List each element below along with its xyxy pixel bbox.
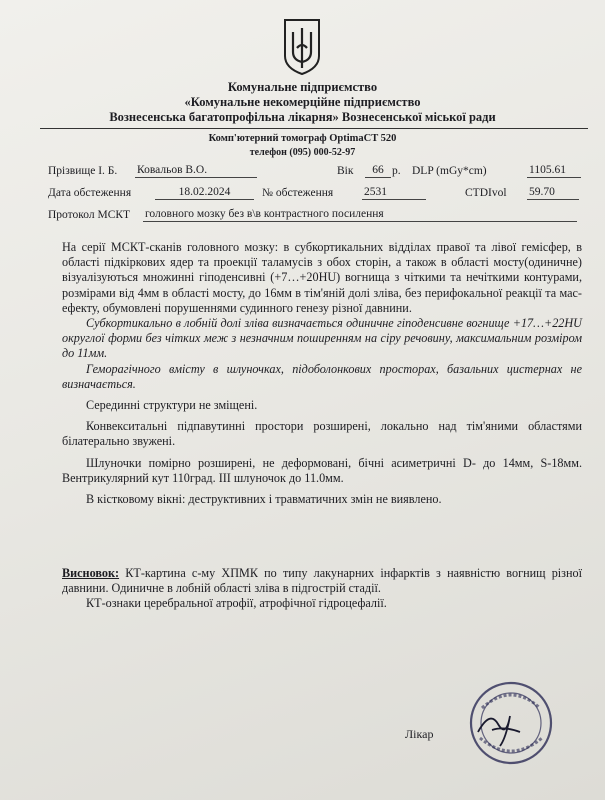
age-label: Вік — [337, 165, 354, 177]
phone-line: телефон (095) 000-52-97 — [249, 147, 356, 158]
ct-device: Комп'ютерний томограф OptimaCT 520 — [208, 133, 397, 144]
age-value: 66 — [365, 164, 391, 178]
findings-paragraph: Шлуночки помірно розширені, не деформовані, бічні асиметричні D- до 14мм, S-18мм. Вентрикулярний кут 110град. ІІІ шлуночок до 11.0мм. — [62, 455, 582, 485]
ctdi-label: CTDIvol — [465, 187, 507, 199]
findings-paragraph: Серединні структури не зміщені. — [86, 398, 258, 413]
conclusion-label: Висновок: — [62, 566, 120, 580]
dlp-value: 1105.61 — [527, 164, 581, 178]
findings-paragraph: На серії МСКТ-сканів головного мозку: в субкортикальних відділах правої та лівої гемісфер, в області підкіркових ядер та проекції таламусів з обох сторін, а також в області мосту(одиничне) візуалізуються множинні гіподенсивні (+7…+20HU) вогнища з чіткими та нечіткими контурами, розмірами від 4мм в області мосту, до 16мм в тім'яній долі зліва, без перифокальної реакції та мас-ефекту, обумовлені порушеннями судинного генезу різної давнини. — [62, 240, 582, 315]
name-label: Прізвище І. Б. — [48, 165, 118, 177]
header-divider — [40, 128, 588, 129]
signature-icon — [470, 702, 530, 752]
conclusion-text: КТ-картина с-му ХПМК по типу лакунарних інфарктів з наявністю вогнищ різної давнини. Одиничне в лобній області зліва в підгострій стадії. — [62, 566, 582, 596]
age-unit: р. — [392, 165, 401, 177]
conclusion-text-2: КТ-ознаки церебральної атрофії, атрофічної гідроцефалії. — [86, 596, 387, 611]
findings — [62, 240, 582, 507]
date-label: Дата обстеження — [48, 187, 132, 199]
dlp-label: DLP (mGy*cm) — [412, 165, 487, 177]
ctdi-value: 59.70 — [527, 186, 579, 200]
exam-number-label: № обстеження — [262, 187, 334, 199]
date-value: 18.02.2024 — [155, 186, 254, 200]
name-value: Ковальов В.О. — [135, 164, 257, 178]
coat-of-arms-icon — [283, 18, 321, 76]
org-type: Комунальне підприємство — [227, 80, 378, 94]
conclusion — [62, 566, 582, 612]
org-name-line2: Вознесенська багатопрофільна лікарня» Вознесенської міської ради — [109, 110, 496, 124]
protocol-label: Протокол МСКТ — [48, 209, 131, 221]
findings-paragraph: Геморагічного вмісту в шлуночках, підоболонкових просторах, базальних цистернах не визначається. — [62, 361, 582, 391]
findings-paragraph: В кістковому вікні: деструктивних і травматичних змін не виявлено. — [86, 492, 442, 507]
exam-number-value: 2531 — [362, 186, 426, 200]
doctor-label: Лікар — [405, 727, 434, 741]
findings-paragraph: Субкортикально в лобній долі зліва визначається одиничне гіподенсивне вогнище +17…+22HU округлої форми без чітких меж з незначним поширенням на сіру речовину, максимальним розміром до 11мм. — [62, 316, 582, 361]
org-name-line1: «Комунальне некомерційне підприємство — [184, 95, 421, 109]
findings-paragraph: Конвекситальні підпавутинні простори розширені, локально над тім'яними областями білатерально звужені. — [62, 419, 582, 449]
protocol-value: головного мозку без в\в контрастного посилення — [143, 208, 577, 222]
